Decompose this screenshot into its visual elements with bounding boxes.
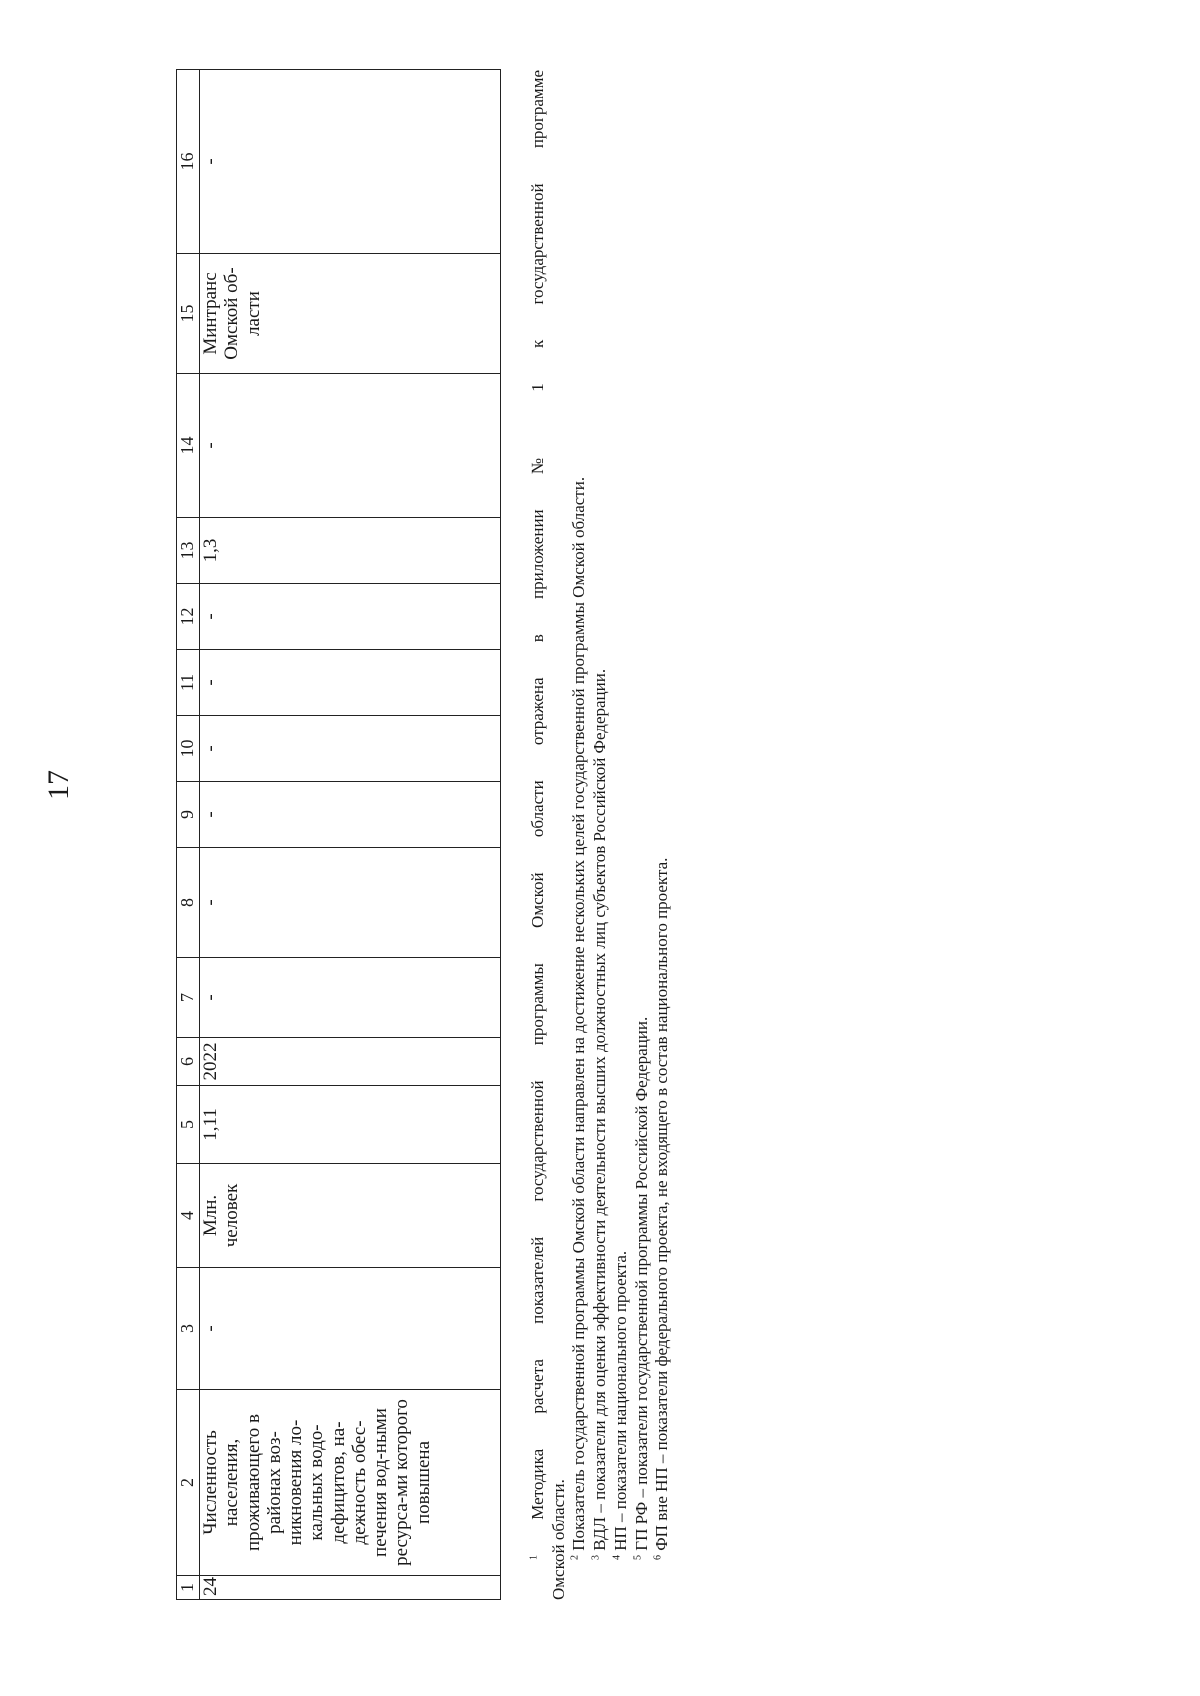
page-number: 17 — [42, 770, 75, 800]
table-cell-14: - — [200, 374, 501, 518]
header-cell: 7 — [177, 958, 200, 1038]
header-cell: 12 — [177, 584, 200, 650]
header-cell: 4 — [177, 1164, 200, 1268]
footnote-4 — [611, 70, 632, 1600]
table-cell-11: - — [200, 650, 501, 716]
table-cell-7: - — [200, 958, 501, 1038]
footnote-text: Показатель государственной программы Омской области направлен на достижение нескольких целей государственной программы Омской области. — [569, 476, 589, 1551]
footnote-1 — [528, 70, 549, 1600]
footnote-mark: 2 — [569, 1555, 581, 1560]
rotated-sheet — [176, 70, 716, 1600]
header-cell: 15 — [177, 254, 200, 374]
header-cell: 5 — [177, 1086, 200, 1164]
header-cell: 16 — [177, 70, 200, 254]
indicators-table — [176, 69, 501, 1600]
footnote-mark: 4 — [611, 1555, 623, 1560]
footnote-5 — [632, 70, 653, 1600]
header-cell: 14 — [177, 374, 200, 518]
table-row — [200, 70, 501, 1600]
table-cell-12: - — [200, 584, 501, 650]
header-cell: 1 — [177, 1576, 200, 1600]
table-cell-9: - — [200, 782, 501, 848]
footnote-2 — [569, 70, 590, 1600]
footnote-text: ФП вне НП – показатели федерального проекта, не входящего в состав национального проекта. — [652, 857, 672, 1551]
table-cell-13: 1,3 — [200, 518, 501, 584]
footnotes — [528, 70, 673, 1600]
footnote-1-continuation — [549, 70, 570, 1600]
table-cell-8: - — [200, 848, 501, 958]
footnote-mark: 1 — [528, 1555, 540, 1560]
footnote-text: ГП РФ – показатели государственной программы Российской Федерации. — [631, 1016, 651, 1551]
indicator-name-cell: Численность населения, проживающего в районах воз-никновения ло-кальных водо-дефицитов, на-дежность обес-печения вод-ными ресурса-ми которого повышена — [200, 1390, 501, 1576]
header-row — [177, 70, 200, 1600]
table-cell-3: - — [200, 1268, 501, 1390]
header-cell: 11 — [177, 650, 200, 716]
table-cell-10: - — [200, 716, 501, 782]
footnote-mark: 5 — [632, 1555, 644, 1560]
footnote-text: ВДЛ – показатели для оценки эффективности деятельности высших должностных лиц субъектов Российской Федерации. — [590, 668, 610, 1551]
footnote-6 — [652, 70, 673, 1600]
footnote-text: НП – показатели национального проекта. — [610, 1250, 630, 1551]
base-value-cell: 1,11 — [200, 1086, 501, 1164]
header-cell: 9 — [177, 782, 200, 848]
header-cell: 10 — [177, 716, 200, 782]
responsible-cell: Минтранс Омской об-ласти — [200, 254, 501, 374]
header-cell: 13 — [177, 518, 200, 584]
header-cell: 6 — [177, 1038, 200, 1086]
table-cell-16: - — [200, 70, 501, 254]
header-cell: 8 — [177, 848, 200, 958]
base-year-cell: 2022 — [200, 1038, 501, 1086]
unit-cell: Млн. человек — [200, 1164, 501, 1268]
footnote-text: Омской области. — [548, 1479, 568, 1600]
footnote-mark: 3 — [590, 1555, 602, 1560]
header-cell: 3 — [177, 1268, 200, 1390]
row-number-cell: 24 — [200, 1576, 501, 1600]
footnote-mark: 6 — [652, 1555, 664, 1560]
footnote-text: Методика расчета показателей государственной программы Омской области отражена в приложении № 1 к государственной программе — [528, 70, 547, 1520]
footnote-3 — [590, 70, 611, 1600]
header-cell: 2 — [177, 1390, 200, 1576]
